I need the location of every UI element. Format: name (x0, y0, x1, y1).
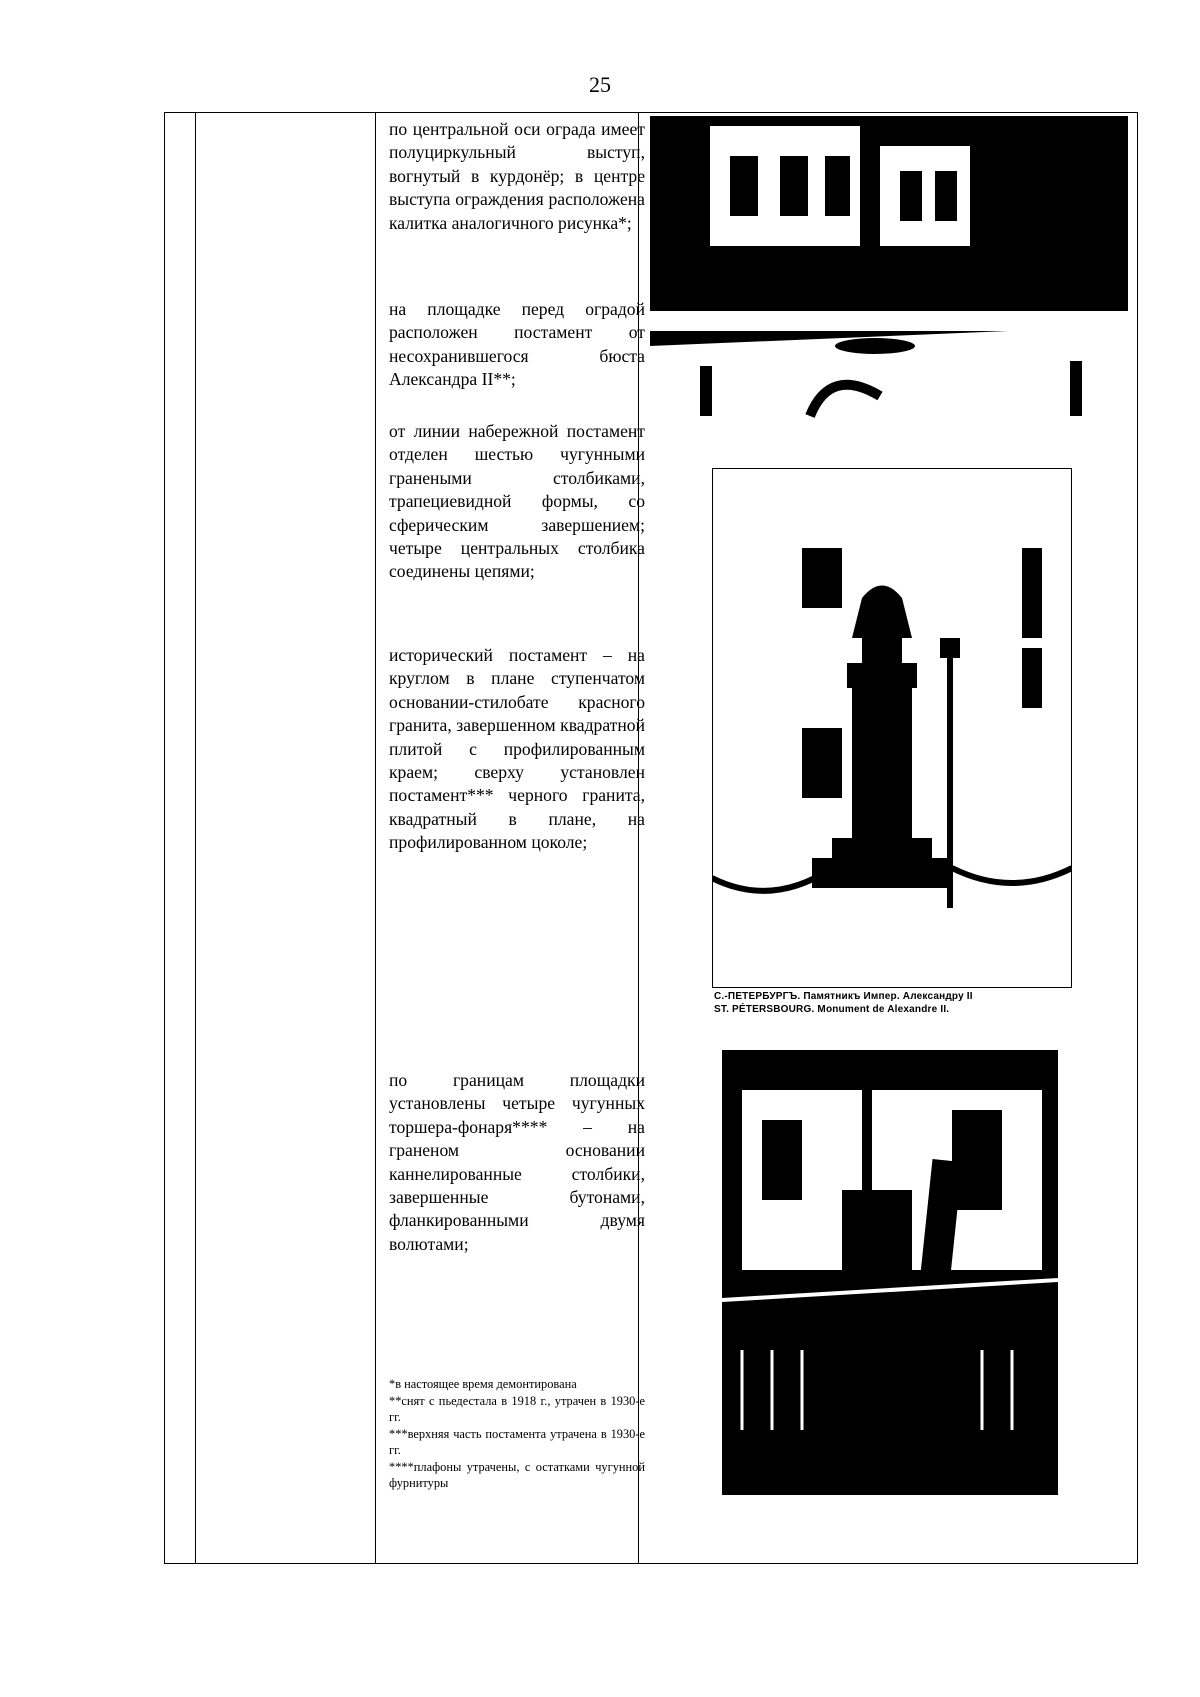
photo-postcard-bust (712, 468, 1072, 988)
photo-caption-line: С.-ПЕТЕРБУРГЪ. Памятникъ Импер. Александру II (714, 991, 973, 1002)
photo-fence-pedestal (650, 116, 1128, 438)
description-paragraph: исторический постамент – на круглом в плане ступенчатом основании-стилобате красного гранита, завершенном квадратной плитой с профилированным краем; сверху установлен постамент*** черного гранита, квадратный в плане, на профилированном цоколе; (389, 645, 645, 853)
column-divider (195, 113, 196, 1563)
footnote: *в настоящее время демонтирована (389, 1377, 577, 1391)
footnote: ***верхняя часть постамента утрачена в 1930-е гг. (389, 1426, 645, 1457)
photo-caption (714, 990, 1070, 1016)
footnotes (389, 1376, 645, 1492)
photo-lamp-fence (722, 1050, 1058, 1495)
description-cell (389, 118, 645, 1256)
photo-caption-line: ST. PÉTERSBOURG. Monument de Alexandre II. (714, 1004, 950, 1015)
footnote: ****плафоны утрачены, с остатками чугунной фурнитуры (389, 1459, 645, 1490)
description-paragraph: по границам площадки установлены четыре чугунных торшера-фонаря**** – на граненом основании каннелированные столбики, завершенные бутонами, фланкированными двумя волютами; (389, 1070, 645, 1254)
description-paragraph: от линии набережной постамент отделен шестью чугунными гранеными столбиками, трапециевидной формы, со сферическим завершением; четыре центральных столбика соединены цепями; (389, 421, 645, 582)
column-divider (375, 113, 376, 1563)
description-paragraph: по центральной оси ограда имеет полуциркульный выступ, вогнутый в курдонёр; в центре выступа ограждения расположена калитка аналогичного рисунка*; (389, 119, 645, 233)
description-paragraph: на площадке перед оградой расположен постамент от несохранившегося бюста Александра II**; (389, 299, 645, 390)
page-number: 25 (589, 72, 611, 97)
footnote: **снят с пьедестала в 1918 г., утрачен в 1930-е гг. (389, 1393, 645, 1424)
